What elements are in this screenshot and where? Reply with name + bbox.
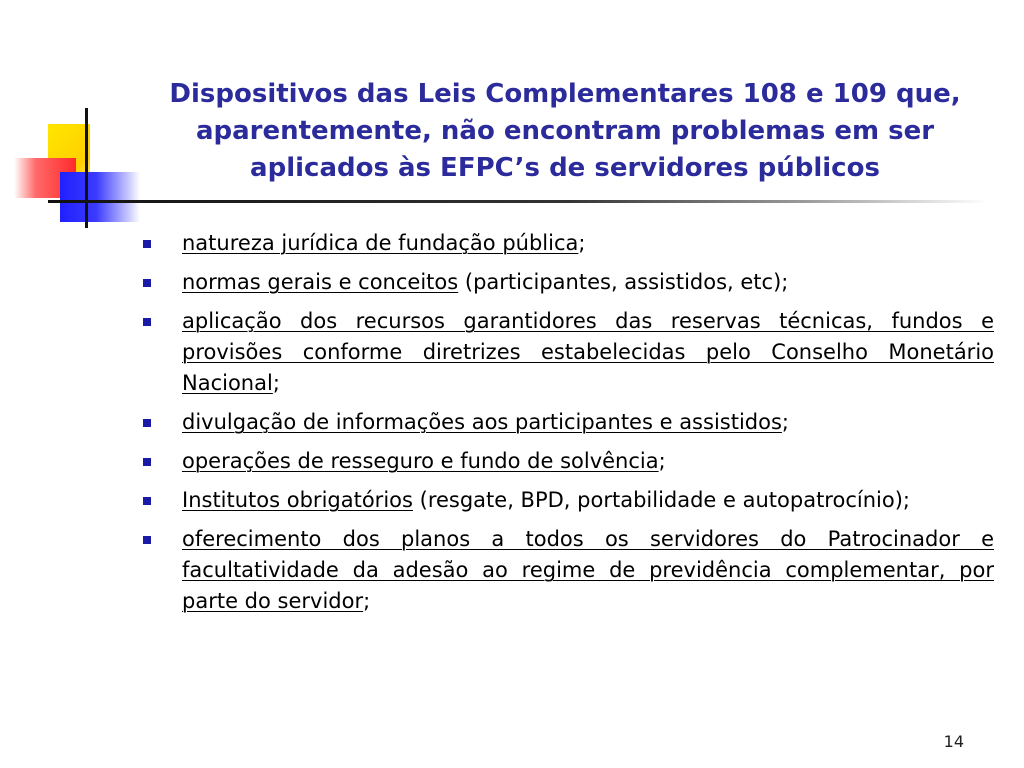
bullet-underlined-text: aplicação dos recursos garantidores das reservas técnicas, fundos e provisões conforme diretrizes estabelecidas pelo Conselho Monetário Nacional xyxy=(182,309,994,395)
bullet-underlined-text: divulgação de informações aos participantes e assistidos xyxy=(182,410,782,434)
bullet-text: ; xyxy=(272,371,280,395)
bullet-item xyxy=(140,407,994,438)
square-bullet-icon xyxy=(143,240,151,248)
bullet-underlined-text: oferecimento dos planos a todos os servidores do Patrocinador e facultatividade da adesão ao regime de previdência complementar, por parte do servidor xyxy=(182,527,994,613)
square-bullet-icon xyxy=(143,497,151,505)
bullet-list xyxy=(140,228,994,625)
square-bullet-icon xyxy=(143,536,151,544)
square-bullet-icon xyxy=(143,419,151,427)
bullet-item xyxy=(140,267,994,298)
square-bullet-icon xyxy=(143,318,151,326)
slide-title xyxy=(130,76,1000,187)
bullet-underlined-text: Institutos obrigatórios xyxy=(182,488,413,512)
bullet-item xyxy=(140,446,994,477)
bullet-item xyxy=(140,524,994,617)
slide-title-line: Dispositivos das Leis Complementares 108 e 109 que, xyxy=(169,79,961,109)
slide-title-line: aparentemente, não encontram problemas em ser xyxy=(195,116,935,146)
title-underline-rule xyxy=(48,200,988,203)
bullet-text: ; xyxy=(781,410,789,434)
square-bullet-icon xyxy=(143,458,151,466)
bullet-underlined-text: normas gerais e conceitos xyxy=(182,270,459,294)
logo-blue-square xyxy=(60,172,140,222)
slide-title-line: aplicados às EFPC’s de servidores públicos xyxy=(250,153,880,183)
bullet-underlined-text: operações de resseguro e fundo de solvência xyxy=(182,449,659,473)
bullet-underlined-text: natureza jurídica de fundação pública xyxy=(182,231,579,255)
bullet-text: ; xyxy=(578,231,586,255)
bullet-text: ; xyxy=(658,449,666,473)
bullet-text: (resgate, BPD, portabilidade e autopatrocínio); xyxy=(412,488,910,512)
logo-vertical-line xyxy=(85,108,88,228)
bullet-item xyxy=(140,306,994,399)
bullet-text: (participantes, assistidos, etc); xyxy=(458,270,789,294)
page-number: 14 xyxy=(943,732,964,751)
square-bullet-icon xyxy=(143,279,151,287)
bullet-item xyxy=(140,485,994,516)
bullet-text: ; xyxy=(363,589,371,613)
bullet-item xyxy=(140,228,994,259)
